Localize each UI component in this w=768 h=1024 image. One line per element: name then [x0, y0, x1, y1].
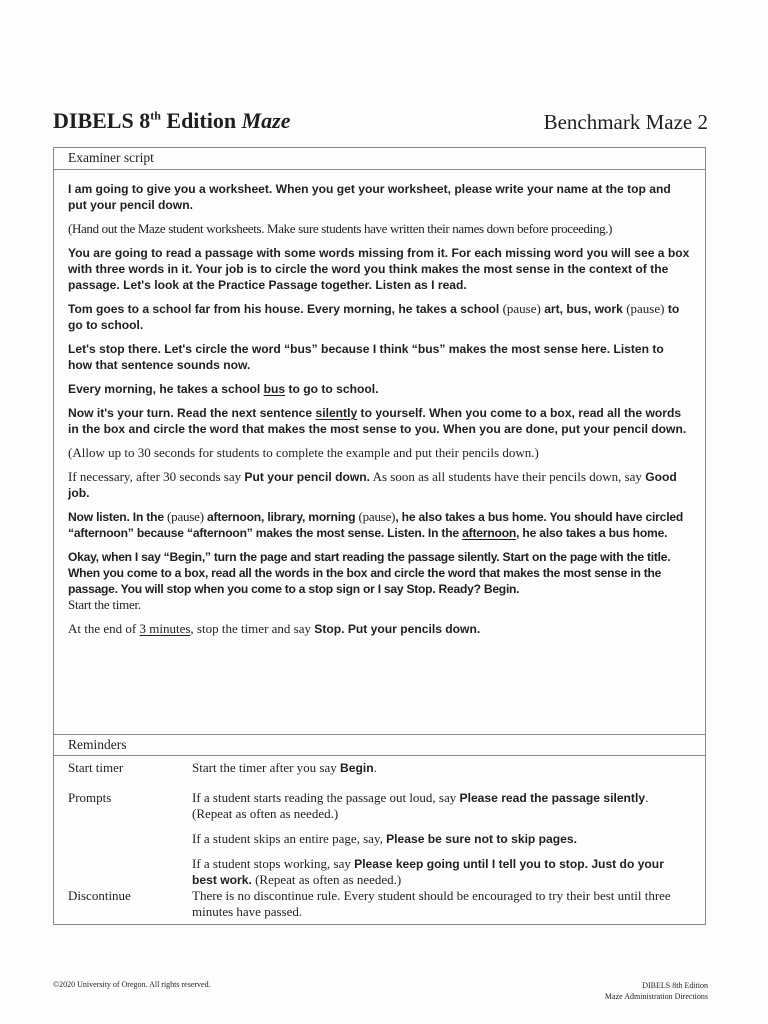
text-span: Tom goes to a school far from his house. Every morning, he takes a school — [68, 302, 503, 316]
underlined-word: silently — [315, 406, 358, 420]
underlined-word: afternoon — [462, 526, 517, 540]
footer-line: Maze Administration Directions — [604, 992, 708, 1001]
text-span: (Repeat as often as needed.) — [251, 872, 402, 887]
pause-note: (pause) — [626, 301, 665, 316]
text-span: Now listen. In the — [68, 510, 168, 524]
script-paragraph — [68, 301, 691, 333]
text-span: Now it's your turn. Read the next sentence — [68, 406, 316, 420]
reminder-label: Discontinue — [68, 888, 131, 903]
script-paragraph — [68, 381, 691, 397]
script-paragraph: Let's stop there. Let's circle the word “bus” because I think “bus” makes the most sense here. Listen to how that sentence sounds now. — [68, 342, 664, 372]
reminder-text: There is no discontinue rule. Every student should be encouraged to try their best until three minutes have passed. — [192, 888, 671, 919]
text-span: art, bus, work — [540, 302, 627, 316]
script-paragraph: You are going to read a passage with some words missing from it. For each missing word you will see a box with three words in it. Your job is to circle the word you think makes the most sense in the context of the passage. Let's look at the Practice Passage together. Listen as I read. — [68, 246, 690, 292]
title-main: DIBELS 8 — [53, 108, 151, 133]
text-span: Start the timer after you say — [192, 760, 341, 775]
text-span: to go to school. — [285, 382, 379, 396]
text-span: , he also takes a bus home. — [516, 526, 668, 540]
script-paragraph: (Hand out the Maze student worksheets. Make sure students have written their names down before proceeding.) — [68, 221, 613, 236]
text-span: Okay, when I say “Begin,” turn the page and start reading the passage silently. Start on the page with the title. When you come to a box, read all the words in the box and circle the word that makes the most sense in the passage. You will stop when you come to a stop sign or I say Stop. Ready? Begin. — [68, 550, 671, 596]
text-span: If a student skips an entire page, say, — [192, 831, 387, 846]
examiner-script-box — [53, 147, 706, 925]
examiner-script-heading: Examiner script — [54, 148, 705, 170]
bold-phrase: Begin — [340, 761, 374, 775]
text-span: to go to school. — [68, 302, 680, 332]
bold-phrase: Please be sure not to skip pages. — [386, 832, 577, 846]
reminders-section — [54, 734, 705, 920]
bold-phrase: Please keep going until I tell you to stop. Just do your best work. — [192, 857, 664, 887]
script-paragraph: I am going to give you a worksheet. When you get your worksheet, please write your name at the top and put your pencil down. — [68, 182, 671, 212]
bold-phrase: Please read the passage silently — [459, 791, 646, 805]
script-paragraph: (Allow up to 30 seconds for students to complete the example and put their pencils down.) — [68, 445, 539, 460]
reminder-row-start-timer — [54, 760, 705, 776]
text-span: At the end of — [68, 621, 140, 636]
reminder-label: Start timer — [68, 760, 124, 775]
text-span: If a student starts reading the passage out loud, say — [192, 790, 460, 805]
document-title — [53, 108, 290, 134]
page-header — [53, 108, 708, 140]
script-paragraph — [68, 509, 691, 541]
footer-line: DIBELS 8th Edition — [642, 981, 708, 990]
title-rest: Edition — [160, 108, 242, 133]
examiner-script-body — [54, 170, 705, 637]
reminder-text — [192, 856, 691, 888]
text-span: . (Repeat as often as needed.) — [192, 790, 649, 821]
reminder-text — [192, 760, 691, 776]
reminder-row-prompts — [54, 790, 705, 888]
reminder-row-discontinue — [54, 888, 705, 920]
title-superscript: th — [150, 108, 161, 123]
footer-copyright: ©2020 University of Oregon. All rights reserved. — [53, 980, 211, 989]
pause-note: (pause) — [502, 301, 541, 316]
footer-document-info — [605, 980, 708, 1002]
document-subtitle: Benchmark Maze 2 — [543, 110, 708, 134]
reminder-label: Prompts — [68, 790, 112, 805]
reminder-text — [192, 831, 691, 847]
script-paragraph — [68, 405, 691, 437]
underlined-word: 3 minutes — [139, 621, 191, 636]
bold-phrase: Stop. Put your pencils down. — [314, 622, 481, 636]
text-span: If a student stops working, say — [192, 856, 355, 871]
script-paragraph — [68, 549, 691, 613]
pause-note: (pause) — [167, 509, 204, 524]
instruction-note: Start the timer. — [68, 597, 141, 612]
text-span: afternoon, library, morning — [203, 510, 359, 524]
text-span: As soon as all students have their pencils down, say — [370, 469, 646, 484]
reminders-heading: Reminders — [54, 735, 705, 756]
text-span: , he also takes a bus home. You should have circled “afternoon” because “afternoon” makes the most sense. Listen. In the — [68, 510, 684, 540]
bold-phrase: Good job. — [68, 470, 677, 500]
script-paragraph — [68, 621, 691, 637]
text-span: Every morning, he takes a school — [68, 382, 264, 396]
title-italic: Maze — [241, 108, 291, 133]
bold-phrase: Put your pencil down. — [244, 470, 371, 484]
text-span: If necessary, after 30 seconds say — [68, 469, 245, 484]
reminder-text — [192, 790, 691, 822]
pause-note: (pause) — [358, 509, 396, 524]
text-span: . — [373, 760, 377, 775]
text-span: to yourself. When you come to a box, read all the words in the box and circle the word that makes the most sense to you. When you are done, put your pencil down. — [68, 406, 687, 436]
text-span: , stop the timer and say — [190, 621, 315, 636]
underlined-word: bus — [263, 382, 286, 396]
script-paragraph — [68, 469, 691, 501]
